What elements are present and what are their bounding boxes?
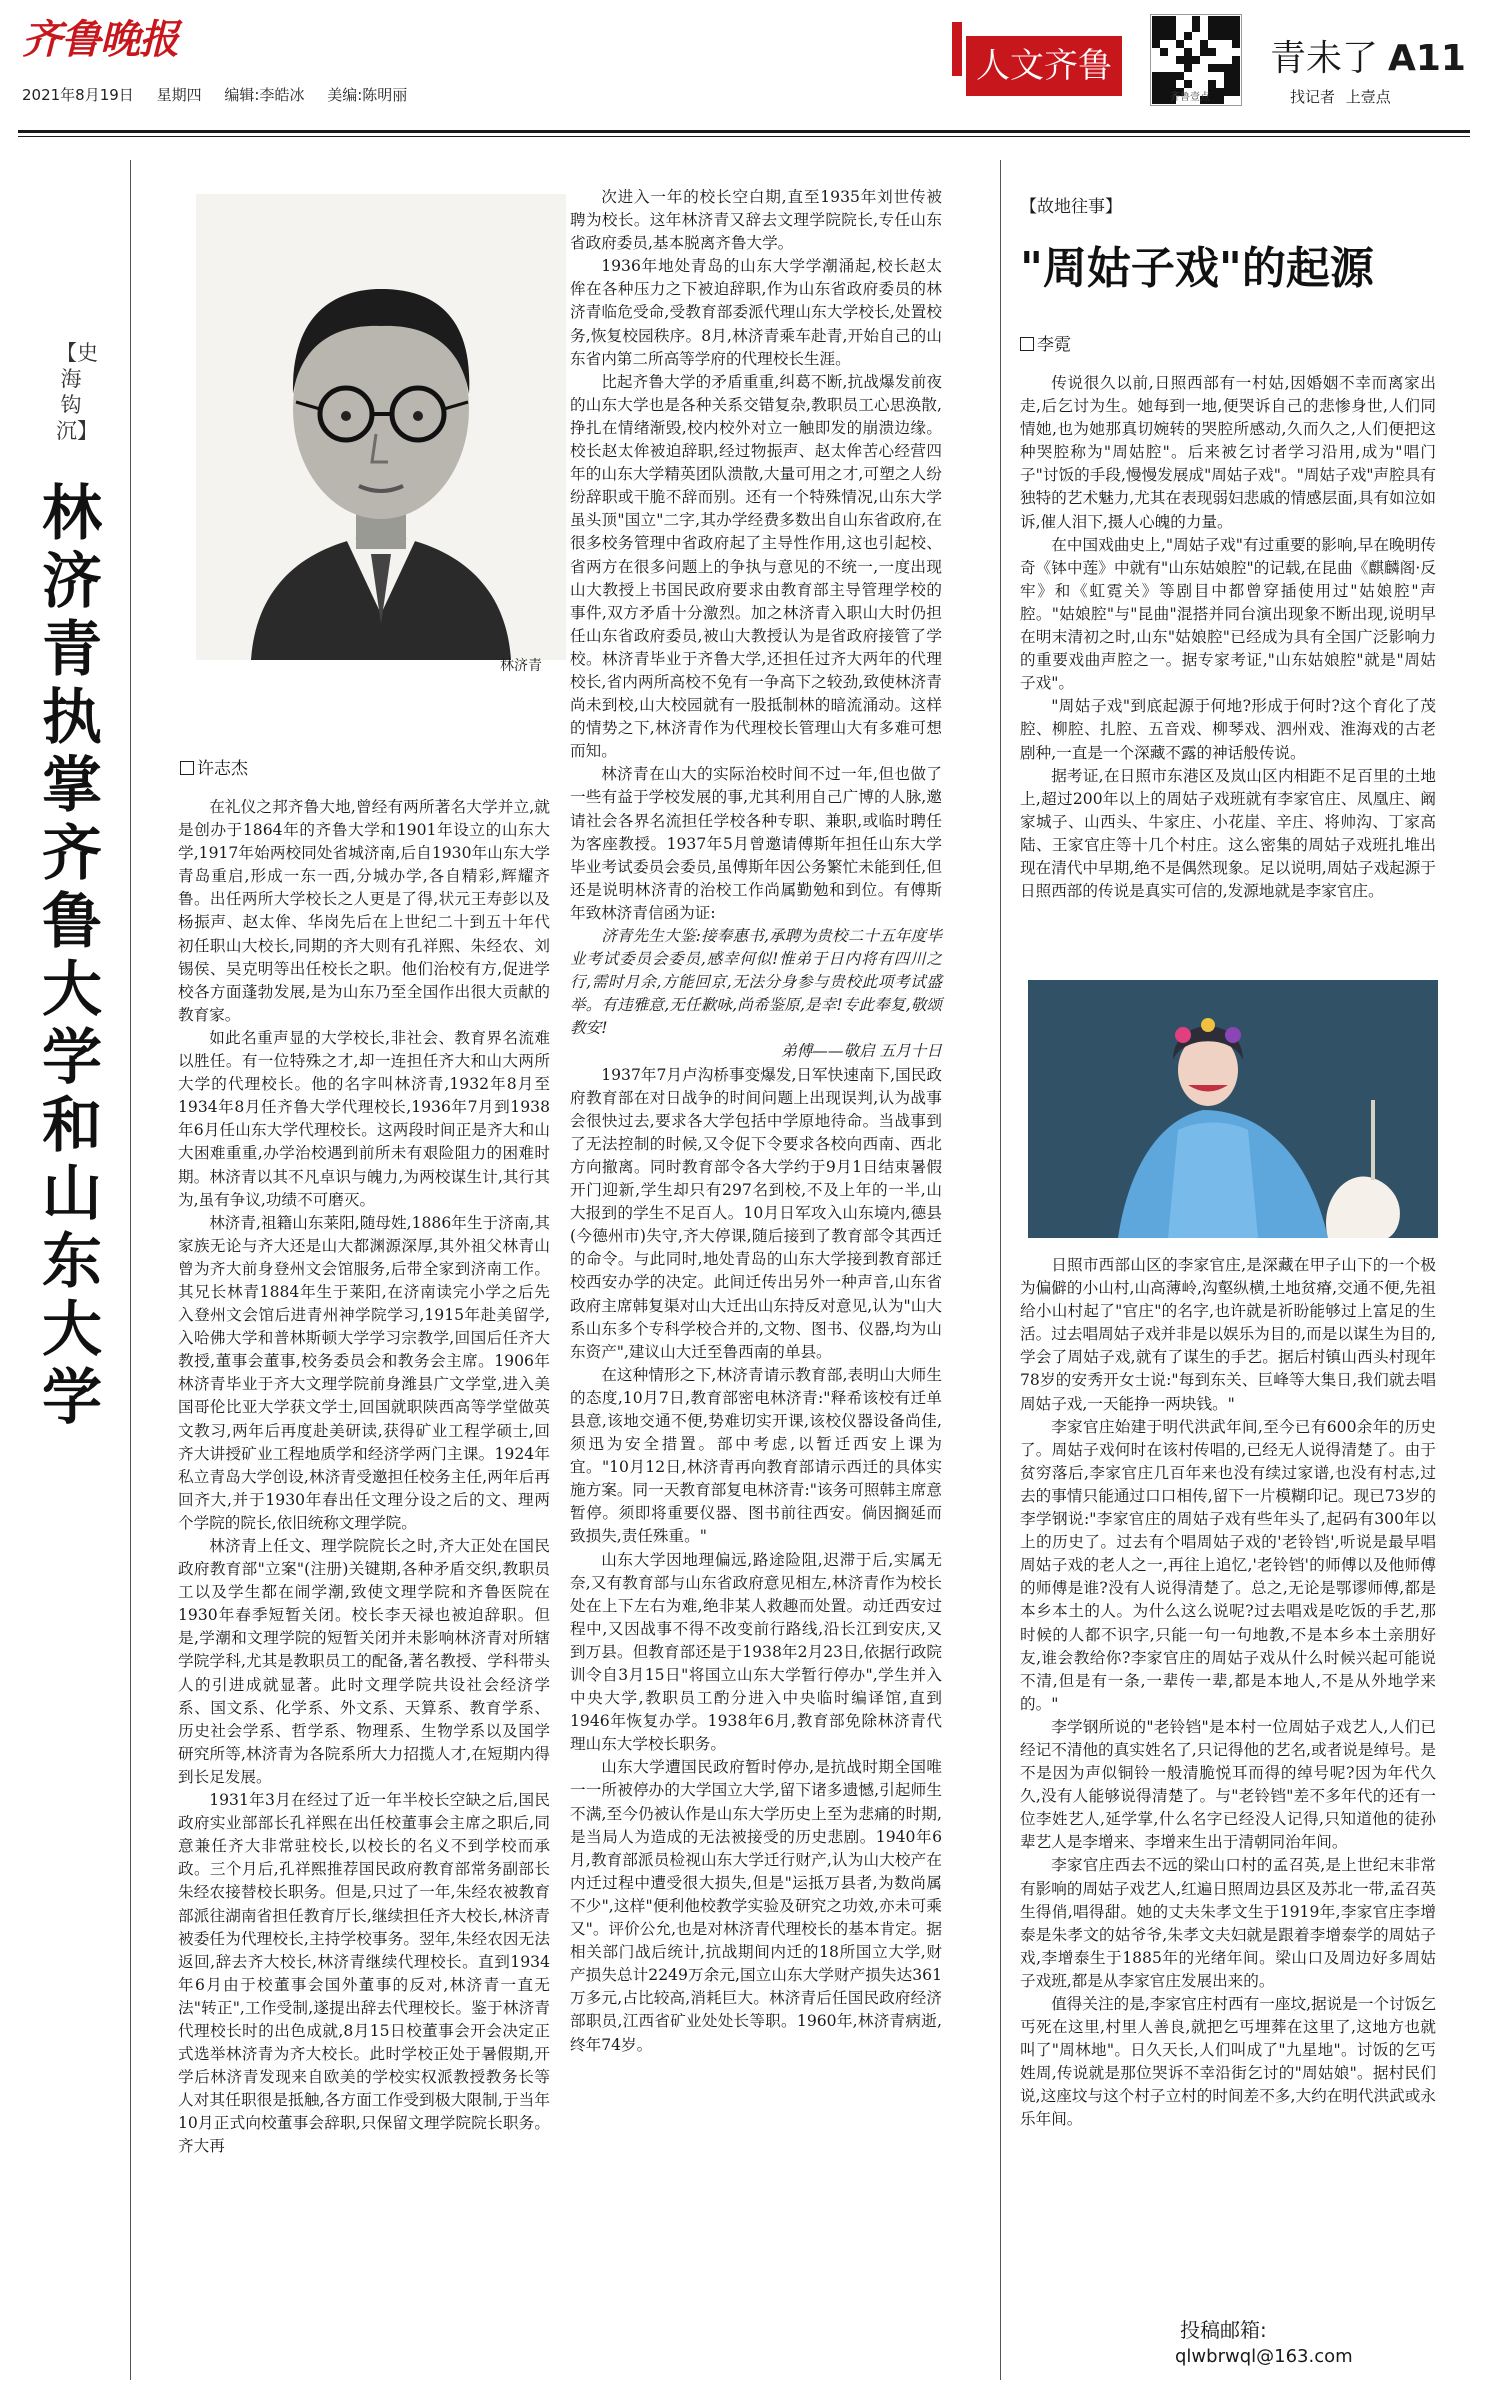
qr-module bbox=[1192, 56, 1200, 64]
qr-module bbox=[1160, 48, 1168, 56]
article-paragraph: 次进入一年的校长空白期,直至1935年刘世传被聘为校长。这年林济青又辞去文理学院院长,专任山东省政府委员,基本脱离齐鲁大学。 bbox=[570, 188, 942, 253]
qr-module bbox=[1200, 48, 1208, 56]
qr-module bbox=[1160, 16, 1168, 24]
column-divider bbox=[130, 160, 131, 2380]
qr-module bbox=[1232, 64, 1240, 72]
article-right-bottom bbox=[1020, 1254, 1436, 2132]
qr-module bbox=[1160, 88, 1168, 96]
qr-module bbox=[1152, 24, 1160, 32]
qr-module bbox=[1152, 16, 1160, 24]
article-paragraph: 林济青在山大的实际治校时间不过一年,但也做了一些有益于学校发展的事,尤其利用自己广博的人脉,邀请社会各界名流担任学校各种专职、兼职,或临时聘任为客座教授。1937年5月曾邀请傅斯年担任山东大学毕业考试委员会委员,虽傅斯年因公务繁忙未能到任,但还是说明林济青的治校工作尚属勤勉和到位。有傅斯年致林济青信函为证: bbox=[570, 765, 942, 922]
section-label: 人文齐鲁 bbox=[966, 36, 1122, 96]
contribute-label: 投稿邮箱: bbox=[1180, 2318, 1267, 2342]
qr-module bbox=[1232, 88, 1240, 96]
portrait-caption: 林济青 bbox=[500, 658, 542, 674]
qr-module bbox=[1152, 88, 1160, 96]
qr-module bbox=[1208, 48, 1216, 56]
qr-module bbox=[1184, 56, 1192, 64]
qr-module bbox=[1184, 80, 1192, 88]
qr-module bbox=[1232, 72, 1240, 80]
qr-module bbox=[1152, 32, 1160, 40]
page-name: 青未了 bbox=[1270, 38, 1379, 79]
section-banner bbox=[952, 22, 1122, 90]
qr-module bbox=[1168, 72, 1176, 80]
qr-module bbox=[1160, 80, 1168, 88]
qr-module bbox=[1152, 96, 1160, 104]
qr-module bbox=[1160, 96, 1168, 104]
opera-performer-photo bbox=[1028, 980, 1438, 1238]
article-paragraph: "周姑子戏"到底起源于何地?形成于何时?这个育化了茂腔、柳腔、扎腔、五音戏、柳琴戏、泗州戏、淮海戏的古老剧种,一直是一个深藏不露的神话般传说。 bbox=[1020, 697, 1436, 762]
page-staff-line: 找记者 上壹点 bbox=[1290, 88, 1391, 106]
article-paragraph: 日照市西部山区的李家官庄,是深藏在甲子山下的一个极为偏僻的小山村,山高薄岭,沟壑纵横,土地贫瘠,交通不便,先祖给小山村起了"官庄"的名字,也许就是祈盼能够过上富足的生活。过去唱周姑子戏并非是以娱乐为目的,而是以谋生为目的,学会了周姑子戏,就有了谋生的手艺。据后村镇山西头村现年78岁的安秀开女士说:"每到东关、巨峰等大集日,我们就去唱周姑子戏,一天能挣一两块钱。" bbox=[1020, 1256, 1436, 1413]
portrait-illustration bbox=[196, 194, 566, 660]
qr-module bbox=[1184, 64, 1192, 72]
qr-module bbox=[1200, 40, 1208, 48]
article-paragraph: 在礼仪之邦齐鲁大地,曾经有两所著名大学并立,就是创办于1864年的齐鲁大学和1901年设立的山东大学,1917年始两校同处省城济南,后自1930年山东大学青岛重启,形成一东一西,分城办学,各自精彩,辉耀齐鲁。出任两所大学校长之人更是了得,状元王寿彭以及杨振声、赵太侔、华岗先后在上世纪二十到五十年代初任职山大校长,同期的齐大则有孔祥熙、朱经农、刘锡侯、吴克明等出任校长之职。他们治校有方,促进学校各方面蓬勃发展,是为山东乃至全国作出很大贡献的教育家。 bbox=[178, 798, 550, 1024]
section-accent-bar bbox=[952, 22, 962, 76]
article-paragraph: 在中国戏曲史上,"周姑子戏"有过重要的影响,早在晚明传奇《钵中莲》中就有"山东姑娘腔"的记载,在昆曲《麒麟阁·反牢》和《虹霓关》等剧目中都曾穿插使用过"姑娘腔"声腔。"姑娘腔"与"昆曲"混搭并同台演出现象不断出现,说明早在明末清初之时,山东"姑娘腔"已经成为具有全国广泛影响力的重要戏曲声腔之一。据专家考证,"山东姑娘腔"就是"周姑子戏"。 bbox=[1020, 535, 1436, 693]
quoted-letter: 济青先生大鉴:接奉惠书,承聘为贵校二十五年度毕业考试委员会委员,感幸何似!惟弟于日内将有四川之行,需时月余,方能回京,无法分身参与贵校此项考试盛举。有违雅意,无任歉咏,尚希鉴原,是幸!专此奉复,敬颂教安! bbox=[570, 927, 942, 1038]
headline: 林济青执掌齐鲁大学和山东大学 bbox=[42, 479, 102, 1433]
qr-module bbox=[1208, 80, 1216, 88]
column-tag: 【史海钩沉】 bbox=[56, 341, 98, 443]
qr-module bbox=[1224, 64, 1232, 72]
article-paragraph: 在这种情形之下,林济青请示教育部,表明山大师生的态度,10月7日,教育部密电林济青:"释希该校有迁单县意,该地交通不便,势难切实开课,该校仪器设备尚佳,须迅为安全措置。部中考虑,以暂迁西安上课为宜。"10月12日,林济青再向教育部请示西迁的具体实施方案。同一天教育部复电林济青:"该务可照韩主席意暂停。须即将重要仪器、图书前往西安。倘因搁延而致损失,责任殊重。" bbox=[570, 1365, 942, 1546]
qr-module bbox=[1208, 32, 1216, 40]
designer-credit: 美编:陈明丽 bbox=[327, 86, 408, 104]
qr-module bbox=[1216, 64, 1224, 72]
qr-module bbox=[1176, 40, 1184, 48]
qr-module bbox=[1216, 32, 1224, 40]
byline-right bbox=[1020, 330, 1071, 355]
qr-label: 齐鲁壹点 bbox=[1170, 92, 1210, 103]
article-paragraph: 李家官庄始建于明代洪武年间,至今已有600余年的历史了。周姑子戏何时在该村传唱的,已经无人说得清楚了。由于贫穷落后,李家官庄几百年来也没有续过家谱,也没有村志,过去的事情只能通过口口相传,留下一片模糊印记。现已73岁的李学钢说:"李家官庄的周姑子戏有些年头了,起码有300年以上的历史了。过去有个唱周姑子戏的'老铃铛',听说是最早唱周姑子戏的老人之一,再往上追忆,'老铃铛'的师傅以及他师傅的师傅是谁?没有人说得清楚了。总之,无论是鄂谬师傅,都是本乡本土的人。为什么这么说呢?过去唱戏是吃饭的手艺,那时候的人都不识字,只能一句一句地教,不是本乡本土亲朋好友,谁会教给你?李家官庄的周姑子戏从什么时候兴起可能说不清,但是有一条,一辈传一辈,都是本地人,不是从外地学来的。" bbox=[1020, 1417, 1436, 1713]
article-paragraph: 1931年3月在经过了近一年半校长空缺之后,国民政府实业部部长孔祥熙在出任校董事会主席之职后,同意兼任齐大非常驻校长,以校长的名义不到学校而承政。三个月后,孔祥熙推荐国民政府教育部常务副部长朱经农接替校长职务。但是,只过了一年,朱经农被教育部派往湖南省担任教育厅长,继续担任齐大校长,林济青被委任为代理校长,主持学校事务。翌年,朱经农因无法返回,辞去齐大校长,林济青继续代理校长。直到1934年6月由于校董事会国外董事的反对,林济青一直无法"转正",工作受制,遂提出辞去代理校长。鉴于林济青代理校长时的出色成就,8月15日校董事会开会决定正式选举林济青为齐大校长。此时学校正处于暑假期,开学后林济青发现来自欧美的学校实权派教授教务长等人对其任职很是抵触,各方面工作受到极大限制,于当年10月正式向校董事会辞职,只保留文理学院院长职务。齐大再 bbox=[178, 1791, 550, 2156]
qr-module bbox=[1152, 80, 1160, 88]
article-paragraph: 山东大学遭国民政府暂时停办,是抗战时期全国唯一一所被停办的大学国立大学,留下诸多遗憾,引起师生不满,至今仍被认作是山东大学历史上至为悲痛的时期,是当局人为造成的无法被接受的历史悲剧。1940年6月,教育部派员检视山东大学迁行财产,认为山大校产在内迁过程中遭受很大损失,但是"运抵万县者,为数尚属不少",这样"便利他校教学实验及研究之功效,亦未可乘又"。评价公允,也是对林济青代理校长的基本肯定。据相关部门战后统计,抗战期间内迁的18所国立大学,财产损失总计2249万余元,国立山东大学财产损失达361万多元,占比较高,消耗巨大。林济青后任国民政府经济部职员,江西省矿业处处长等职。1960年,林济青病逝,终年74岁。 bbox=[570, 1758, 942, 2054]
qr-module bbox=[1168, 24, 1176, 32]
qr-module bbox=[1176, 56, 1184, 64]
headline-right: "周姑子戏"的起源 bbox=[1020, 243, 1374, 294]
article-paragraph: 李家官庄西去不远的梁山口村的孟召英,是上世纪末非常有影响的周姑子戏艺人,红遍日照周边县区及苏北一带,孟召英生得俏,唱得甜。她的丈夫朱孝文生于1919年,李家官庄李增泰是朱孝文的姑爷爷,朱孝文夫妇就是跟着李增泰学的周姑子戏,李增泰生于1885年的光绪年间。梁山口及周边好多周姑子戏班,都是从李家官庄发展出来的。 bbox=[1020, 1856, 1436, 1990]
article-paragraph: 1937年7月卢沟桥事变爆发,日军快速南下,国民政府教育部在对日战争的时间问题上出现误判,认为战事会很快过去,要求各大学包括中学原地待命。当战事到了无法控制的时候,又令促下令要求各校向西南、西北方向撤离。同时教育部令各大学约于9月1日结束暑假开门迎新,学生却只有297名到校,不及上年的一半,山大报到的学生不足百人。10月日军攻入山东境内,德县(今德州市)失守,齐大停课,随后接到了教育部令其西迁的命令。与此同时,地处青岛的山东大学接到教育部迁校西安办学的决定。此间迁传出另外一种声音,山东省政府主席韩复渠对山大迁出山东持反对意见,认为"山大系山东多个专科学校合并的,文物、图书、仪器,均为山东资产",建议山大迁至鲁西南的单县。 bbox=[570, 1065, 942, 1361]
article-column-1 bbox=[178, 796, 550, 2159]
article-paragraph: 林济青上任文、理学院院长之时,齐大正处在国民政府教育部"立案"(注册)关键期,各种矛盾交织,教职员工以及学生都在闹学潮,致使文理学院和齐鲁医院在1930年春季短暂关闭。校长李天禄也被迫辞职。但是,学潮和文理学院的短暂关闭并未影响林济青对所辖学院学科,尤其是教职员工的配备,著名教授、学科带头人的引进成就显著。此时文理学院共设社会经济学系、国文系、化学系、外文系、天算系、教育学系、历史社会学系、哲学系、物理系、生物学系以及国学研究所等,林济青为各院系所大力招揽人才,在短期内得到长足发展。 bbox=[178, 1537, 550, 1786]
column-divider bbox=[1000, 160, 1001, 2380]
portrait-photo bbox=[196, 194, 566, 660]
column-tag-right: 【故地往事】 bbox=[1020, 197, 1122, 217]
qr-module bbox=[1232, 40, 1240, 48]
top-divider-thin bbox=[18, 136, 1470, 137]
article-column-2 bbox=[570, 186, 942, 2057]
qr-module bbox=[1216, 88, 1224, 96]
article-paragraph: 据考证,在日照市东港区及岚山区内相距不足百里的土地上,超过200年以上的周姑子戏班就有李家官庄、凤凰庄、阚家城子、山西头、牛家庄、小花崖、辛庄、将帅沟、丁家高陆、王家官庄等十几个村庄。这么密集的周姑子戏班扎堆出现在清代中早期,绝不是偶然现象。足以说明,周姑子戏起源于日照西部的传说是真实可信的,发源地就是李家官庄。 bbox=[1020, 766, 1436, 901]
qr-module bbox=[1208, 64, 1216, 72]
qr-module bbox=[1232, 56, 1240, 64]
qr-module bbox=[1232, 32, 1240, 40]
issue-weekday: 星期四 bbox=[156, 86, 202, 104]
article-right-top bbox=[1020, 372, 1436, 903]
page-title bbox=[1270, 30, 1466, 81]
qr-module bbox=[1168, 80, 1176, 88]
qr-module bbox=[1216, 24, 1224, 32]
issue-date: 2021年8月19日 bbox=[22, 86, 134, 104]
contribute-email[interactable]: qlwbrwql@163.com bbox=[1175, 2346, 1353, 2367]
article-paragraph: 比起齐鲁大学的矛盾重重,纠葛不断,抗战爆发前夜的山东大学也是各种关系交错复杂,教职员工心思涣散,挣扎在情绪渐毁,校内校外对立一触即发的崩溃边缘。校长赵太侔被迫辞职,经过物振声、赵太侔苦心经营四年的山东大学精英团队溃散,大量可用之才,可塑之人纷纷辞职或干脆不辞而别。还有一个特殊情况,山东大学虽头顶"国立"二字,其办学经费多数出自山东省政府,在很多校务管理中省政府起了主导性作用,这也引起校、省两方在很多问题上的争执与意见的不统一,一度出现山大教授上书国民政府要求由教育部主导管理学校的事件,双方矛盾十分激烈。加之林济青入职山大时仍担任山东省政府委员,被山大教授认为是省政府接管了学校。林济青毕业于齐鲁大学,还担任过齐大两年的代理校长,省内两所高校不免有一争高下之较劲,致使林济青尚未到校,山大校园就有一股抵制林的暗流涌动。这样的情势之下,林济青作为代理校长管理山大有多难可想而知。 bbox=[570, 372, 942, 761]
qr-module bbox=[1168, 16, 1176, 24]
qr-module bbox=[1184, 48, 1192, 56]
article-paragraph: 值得关注的是,李家官庄村西有一座坟,据说是一个讨饭乞丐死在这里,村里人善良,就把乞丐埋葬在这里了,这地方也就叫了"周林地"。日久天长,人们叫成了"九星地"。讨饭的乞丐姓周,传说就是那位哭诉不幸沿街乞讨的"周姑娘"。据村民们说,这座坟与这个村子立村的时间差不多,大约在明代洪武或永乐年间。 bbox=[1020, 1995, 1436, 2129]
issue-info bbox=[22, 84, 425, 105]
byline-author: 许志杰 bbox=[197, 759, 248, 779]
qr-module bbox=[1232, 80, 1240, 88]
article-paragraph: 林济青,祖籍山东莱阳,随母姓,1886年生于济南,其家族无论与齐大还是山大都渊源深厚,其外祖父林青山曾为齐大前身登州文会馆服务,后带全家到济南工作。其兄长林青1884年生于莱阳,在济南读完小学之后先入登州文会馆后进青州神学院学习,1915年赴美留学,入哈佛大学和普林斯顿大学学习宗教学,回国后任齐大教授,董事会董事,校务委员会和教务会主席。1906年林济青毕业于齐大文理学院前身潍县广文学堂,进入美国哥伦比亚大学获文学士,回国就职陕西高等学堂做英文教习,两年后再度赴美研读,获得矿业工程学硕士,回齐大讲授矿业工程地质学和经济学两门主课。1924年私立青岛大学创设,林济青受邀担任校务主任,两年后再回齐大,并于1930年春出任文理分设之后的文、理两个学院的院长,依旧统称文理学院。 bbox=[178, 1213, 550, 1532]
qr-module bbox=[1184, 32, 1192, 40]
qr-module bbox=[1224, 24, 1232, 32]
article-paragraph: 传说很久以前,日照西部有一村姑,因婚姻不幸而离家出走,后乞讨为生。她每到一地,便哭诉自己的悲惨身世,人们同情她,也为她那真切婉转的哭腔所感动,久而久之,人们便把这种哭腔称为"周姑腔"。后来被乞讨者学习沿用,成为"唱门子"讨饭的手段,慢慢发展成"周姑子戏"。"周姑子戏"声腔具有独特的艺术魅力,尤其在表现弱妇悲戚的情感层面,具有如泣如诉,催人泪下,摄人心魄的力量。 bbox=[1020, 374, 1436, 531]
page-number: A11 bbox=[1388, 38, 1466, 79]
letter-signature: 弟傅——敬启 五月十日 bbox=[781, 1042, 942, 1061]
top-divider bbox=[18, 130, 1470, 133]
article-paragraph: 山东大学因地理偏远,路途险阻,迟滞于后,实属无奈,又有教育部与山东省政府意见相左,林济青作为校长处在上下左右为难,绝非某人救趣而处置。动迁西安过程中,又因战事不得不改变前行路线,沿长江到安庆,又到万县。但教育部还是于1938年2月23日,依据行政院训令自3月15日"将国立山东大学暂行停办",学生并入中央大学,教职员工酌分进入中央临时编译馆,直到1946年恢复办学。1938年6月,教育部免除林济青代理山东大学校长职务。 bbox=[570, 1550, 942, 1754]
editor-credit: 编辑:李皓冰 bbox=[224, 86, 305, 104]
qr-module bbox=[1224, 32, 1232, 40]
qr-module bbox=[1232, 24, 1240, 32]
byline-square-icon bbox=[180, 761, 194, 775]
qr-module bbox=[1216, 96, 1224, 104]
qr-module bbox=[1168, 32, 1176, 40]
article-paragraph: 李学钢所说的"老铃铛"是本村一位周姑子戏艺人,人们已经记不清他的真实姓名了,只记得他的艺名,或者说是绰号。是不是因为声似铜铃一般清脆悦耳而得的绰号呢?因为年代久久,没有人能够说得清楚了。与"老铃铛"差不多年代的还有一位李姓艺人,延学掌,什么名字已经没人记得,只知道他的徒孙辈艺人是李增来、李增来生出于清朝同治年间。 bbox=[1020, 1717, 1436, 1852]
newspaper-logo: 齐鲁晚报 bbox=[22, 16, 178, 63]
qr-module bbox=[1152, 72, 1160, 80]
qr-module bbox=[1192, 16, 1200, 24]
qr-module bbox=[1224, 80, 1232, 88]
byline bbox=[180, 754, 248, 779]
qr-module bbox=[1232, 16, 1240, 24]
qr-module bbox=[1208, 16, 1216, 24]
qr-module bbox=[1160, 24, 1168, 32]
qr-module bbox=[1224, 72, 1232, 80]
qr-module bbox=[1192, 24, 1200, 32]
article-paragraph: 如此名重声显的大学校长,非社会、教育界名流难以胜任。有一位特殊之才,却一连担任齐大和山大两所大学的代理校长。他的名字叫林济青,1932年8月至1934年8月任齐鲁大学代理校长,1936年7月到1938年6月任山东大学代理校长。这两段时间正是齐大和山大困难重重,办学治校遇到前所未有艰险阻力的困难时期。林济青以其不凡卓识与魄力,为两校谋生计,其行其为,虽有争议,功绩不可磨灭。 bbox=[178, 1028, 550, 1209]
byline-square-icon bbox=[1020, 337, 1034, 351]
qr-module bbox=[1216, 16, 1224, 24]
qr-module bbox=[1176, 72, 1184, 80]
qr-module bbox=[1208, 24, 1216, 32]
qr-module bbox=[1152, 40, 1160, 48]
qr-module bbox=[1160, 72, 1168, 80]
qr-module bbox=[1224, 16, 1232, 24]
performer-illustration bbox=[1028, 980, 1438, 1238]
article-paragraph: 1936年地处青岛的山东大学学潮涌起,校长赵太侔在各种压力之下被迫辞职,作为山东省政府委员的林济青临危受命,受教育部委派代理山东大学校长,处置校务,恢复校园秩序。8月,林济青乘车赴青,开始自己的山东省内第二所高等学府的代理校长生涯。 bbox=[570, 257, 942, 368]
qr-module bbox=[1160, 32, 1168, 40]
qr-module bbox=[1224, 88, 1232, 96]
byline-author-right: 李霓 bbox=[1037, 335, 1071, 355]
